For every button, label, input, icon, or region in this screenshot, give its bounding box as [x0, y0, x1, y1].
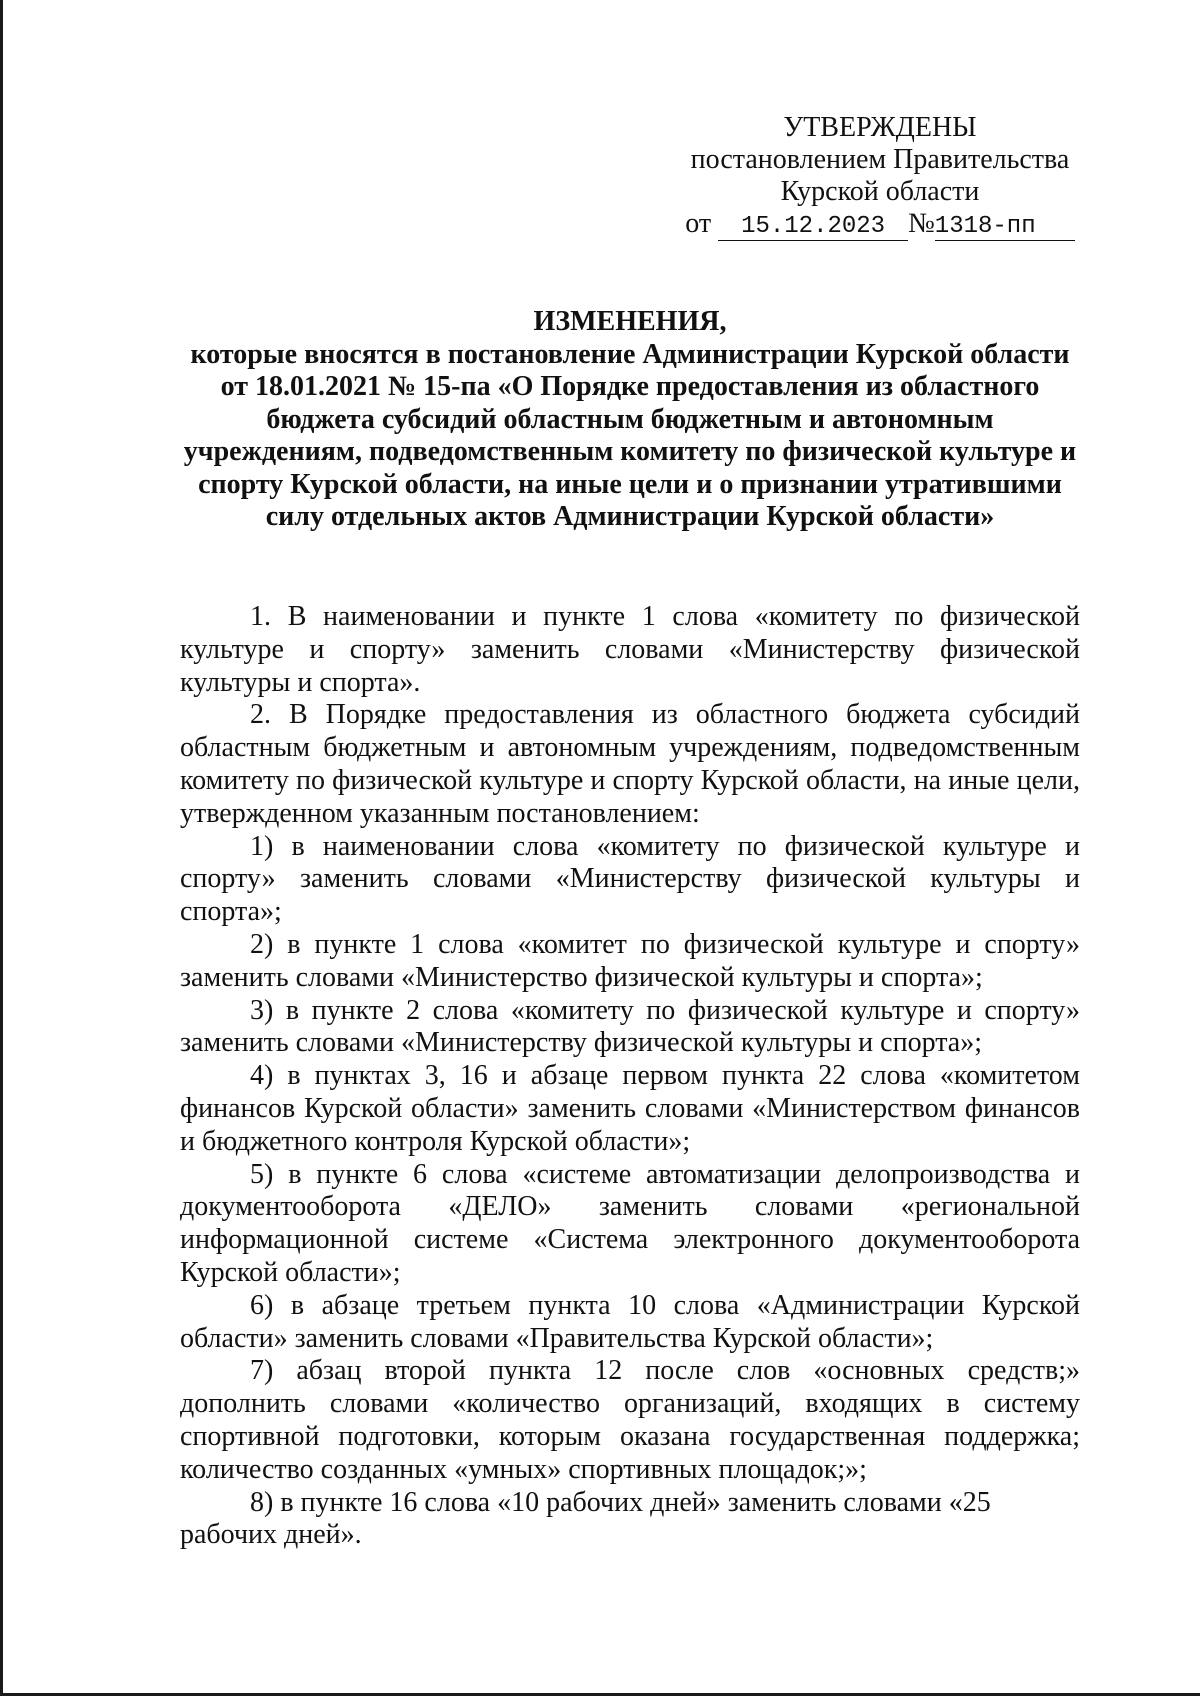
heading-line: спорту Курской области, на иные цели и о признании утратившими: [198, 468, 1062, 500]
page-edge-left: [0, 0, 3, 1696]
approval-date: 15.12.2023: [718, 214, 908, 241]
heading-line: которые вносятся в постановление Администрации Курской области: [190, 338, 1070, 370]
paragraph: 5) в пункте 6 слова «системе автоматизации делопроизводства и документооборота «ДЕЛО» заменить словами «региональной информационной системе «Система электронного документооборота Курской области»;: [180, 1158, 1080, 1288]
paragraph: 3) в пункте 2 слова «комитету по физической культуре и спорту» заменить словами «Министерству физической культуры и спорта»;: [180, 994, 1080, 1059]
paragraph: 8) в пункте 16 слова «10 рабочих дней» заменить словами «25 рабочих дней».: [180, 1486, 991, 1551]
approval-line-2: Курской области: [780, 176, 980, 207]
paragraph: 7) абзац второй пункта 12 после слов «основных средств;» дополнить словами «количество организаций, входящих в систему спортивной подготовки, которым оказана государственная поддержка; количество созданных «умных» спортивных площадок;»;: [180, 1355, 1080, 1485]
heading-line: бюджета субсидий областным бюджетным и автономным: [266, 403, 994, 435]
approval-number: 1318-пп: [935, 214, 1075, 241]
heading-line: силу отдельных актов Администрации Курской области»: [265, 501, 995, 532]
approval-block: [680, 112, 1080, 241]
paragraph: 1. В наименовании и пункте 1 слова «комитету по физической культуре и спорту» заменить словами «Министерству физической культуры и спорта».: [180, 601, 1080, 698]
paragraph: 2. В Порядке предоставления из областного бюджета субсидий областным бюджетным и автономным учреждениям, подведомственным комитету по физической культуре и спорту Курской области, на иные цели, утвержденном указанным постановлением:: [180, 699, 1080, 829]
approval-title: УТВЕРЖДЕНЫ: [783, 112, 977, 143]
heading-line: от 18.01.2021 № 15-па «О Порядке предоставления из областного: [220, 371, 1040, 402]
heading-line: учреждениям, подведомственным комитету по физической культуре и: [183, 436, 1077, 467]
number-label: №: [908, 208, 935, 239]
approval-date-number-line: [680, 208, 1080, 241]
paragraph: 6) в абзаце третьем пункта 10 слова «Администрации Курской области» заменить словами «Правительства Курской области»;: [180, 1289, 1080, 1354]
heading-title: ИЗМЕНЕНИЯ,: [533, 306, 727, 337]
document-body: [180, 601, 1080, 1552]
document-heading: [170, 306, 1090, 534]
paragraph: 4) в пунктах 3, 16 и абзаце первом пункта 22 слова «комитетом финансов Курской области» заменить словами «Министерством финансов и бюджетного контроля Курской области»;: [180, 1060, 1080, 1157]
paragraph: 2) в пункте 1 слова «комитет по физической культуре и спорту» заменить словами «Министерство физической культуры и спорта»;: [180, 928, 1080, 993]
approval-line-1: постановлением Правительства: [690, 144, 1070, 175]
paragraph: 1) в наименовании слова «комитету по физической культуре и спорту» заменить словами «Министерству физической культуры и спорта»;: [180, 830, 1080, 928]
from-label: от: [685, 208, 712, 239]
